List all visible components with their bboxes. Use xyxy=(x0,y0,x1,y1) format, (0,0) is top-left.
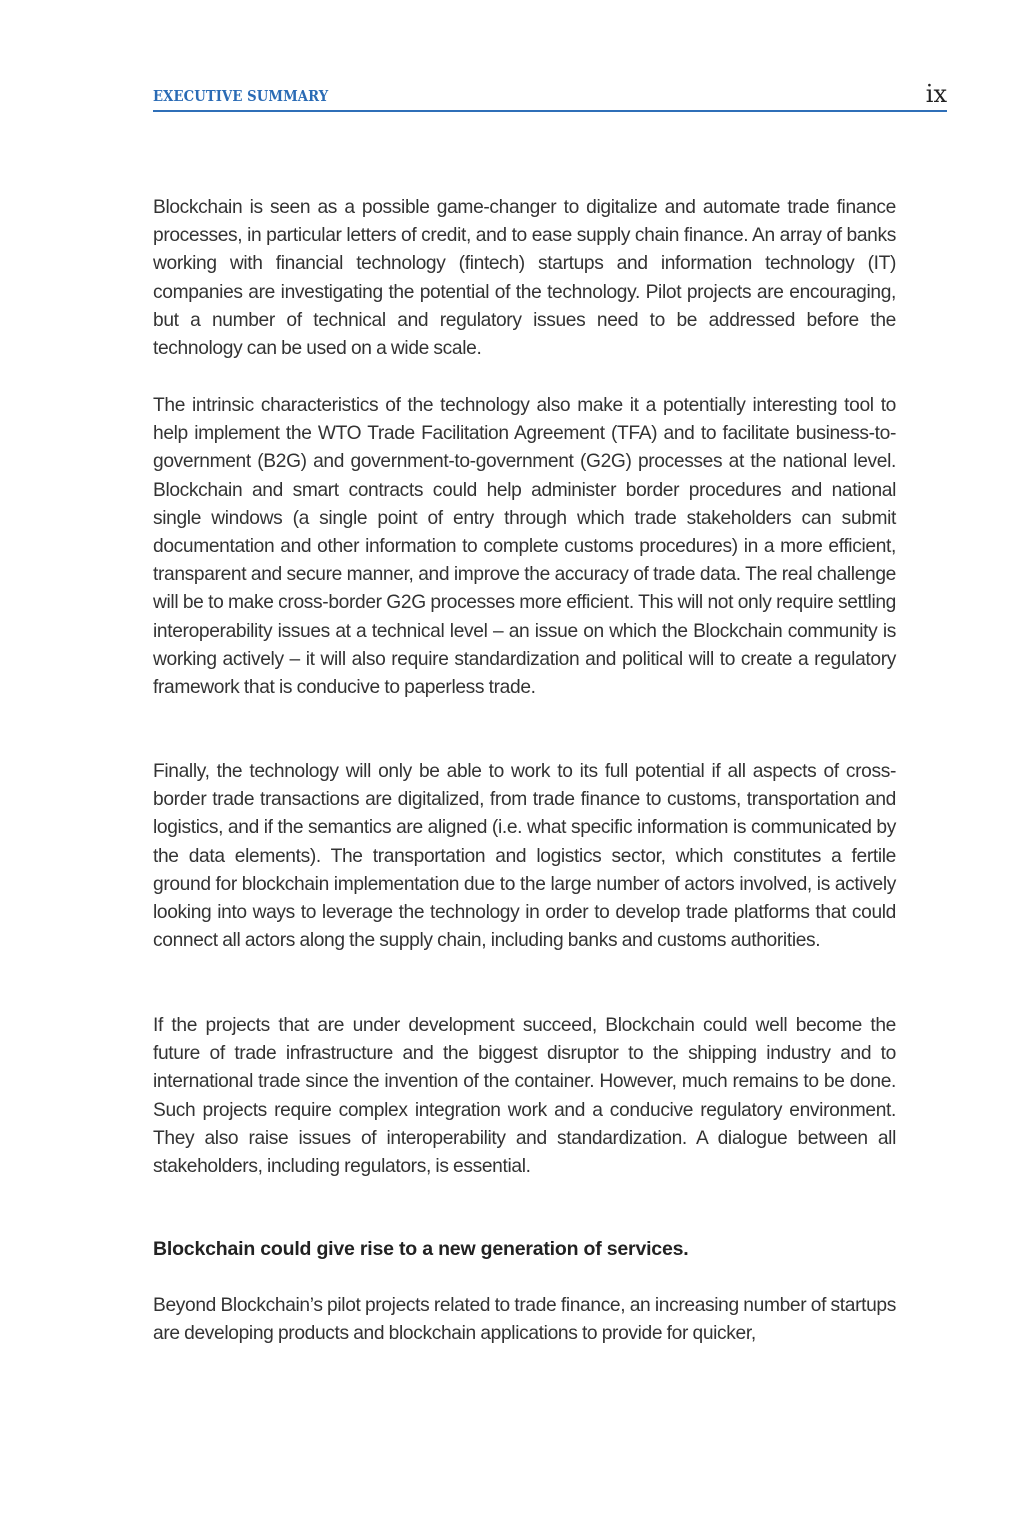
paragraph-trade-facilitation: The intrinsic characteristics of the technology also make it a potentially interesting tool to help implement the WTO Trade Facilitation Agreement (TFA) and to facilitate business-to-government (B2G) and government-to-government (G2G) processes at the national level. Blockchain and smart contracts could help administer border procedures and national single windows (a single point of entry through which trade stakeholders can submit documentation and other information to complete customs procedures) in a more efficient, transparent and secure manner, and improve the accuracy of trade data. The real challenge will be to make cross-border G2G processes more efficient. This will not only require settling interoperability issues at a technical level – an issue on which the Blockchain community is working actively – it will also require standardization and political will to create a regulatory framework that is conducive to paperless trade. xyxy=(153,395,896,699)
page-number: ix xyxy=(925,80,947,108)
paragraph-future-infrastructure: If the projects that are under development succeed, Blockchain could well become the future of trade infrastructure and the biggest disruptor to the shipping industry and to international trade since the invention of the container. However, much remains to be done. Such projects require complex integration work and a conducive regulatory environment. They also raise issues of interoperability and standardization. A dialogue between all stakeholders, including regulators, is essential. xyxy=(153,1015,896,1178)
running-header xyxy=(153,82,947,112)
paragraph-new-services: Beyond Blockchain’s pilot projects related to trade finance, an increasing number of startups are developing products and blockchain applications to provide for quicker, xyxy=(153,1295,896,1345)
header-title: EXECUTIVE SUMMARY xyxy=(153,87,329,105)
paragraph-full-potential: Finally, the technology will only be able to work to its full potential if all aspects of cross-border trade transactions are digitalized, from trade finance to customs, transportation and logistics, and if the semantics are aligned (i.e. what specific information is communicated by the data elements). The transportation and logistics sector, which constitutes a fertile ground for blockchain implementation due to the large number of actors involved, is actively looking into ways to leverage the technology in order to develop trade platforms that could connect all actors along the supply chain, including banks and customs authorities. xyxy=(153,761,896,952)
paragraph-trade-finance: Blockchain is seen as a possible game-changer to digitalize and automate trade finance processes, in particular letters of credit, and to ease supply chain finance. An array of banks working with financial technology (fintech) startups and information technology (IT) companies are investigating the potential of the technology. Pilot projects are encouraging, but a number of technical and regulatory issues need to be addressed before the technology can be used on a wide scale. xyxy=(153,197,896,360)
section-heading: Blockchain could give rise to a new generation of services. xyxy=(153,1238,689,1260)
